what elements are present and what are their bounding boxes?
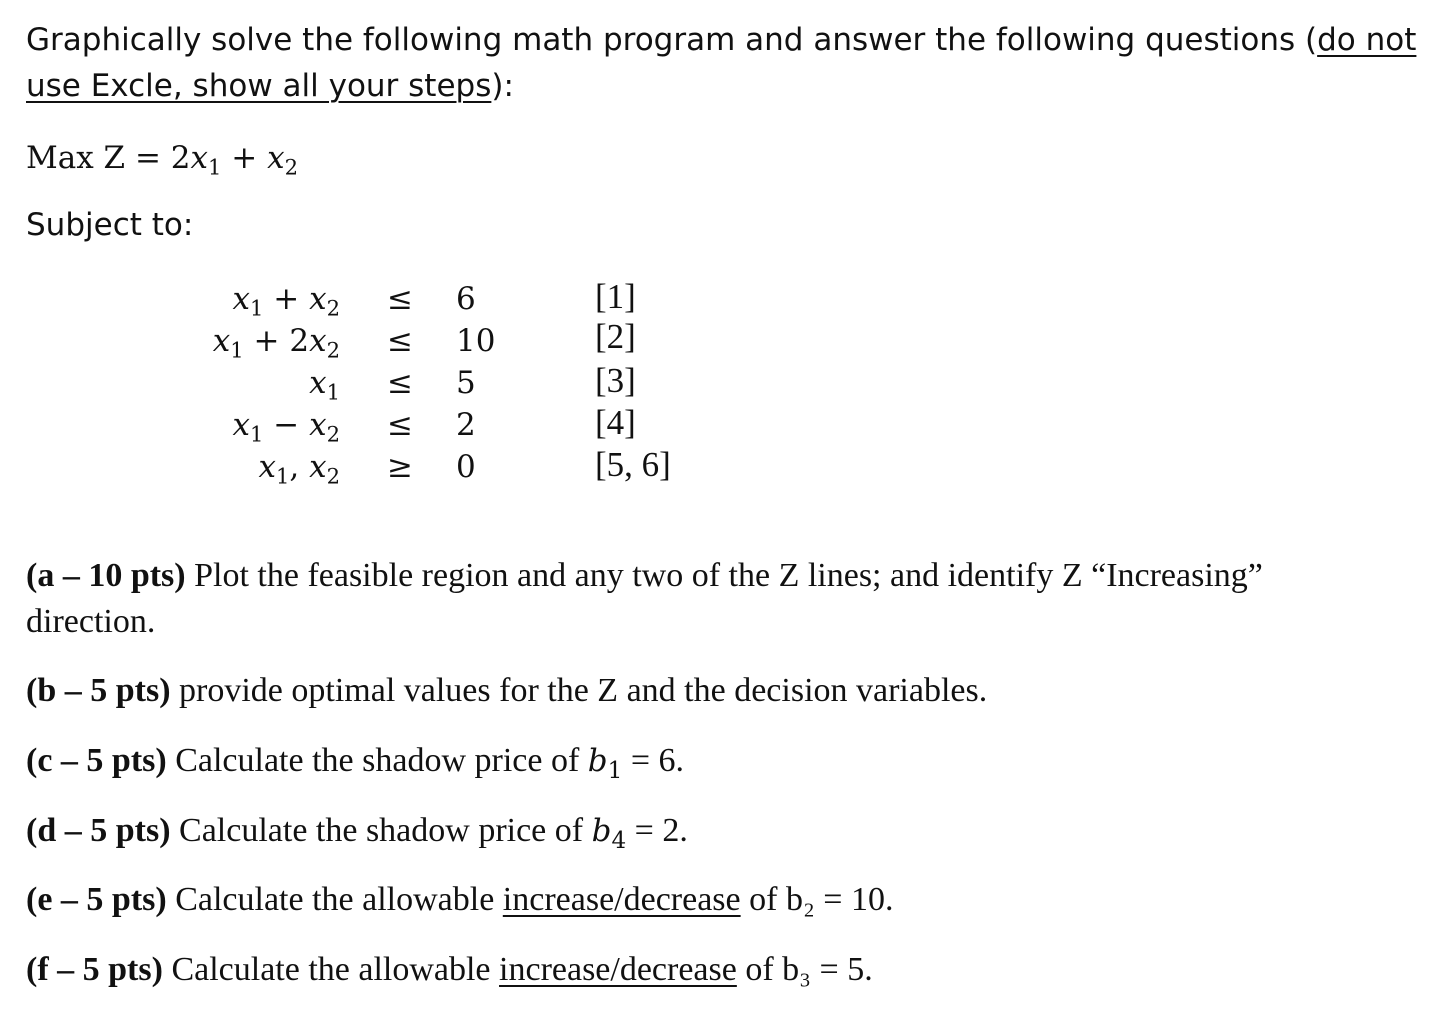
intro-text-b: ): [491, 68, 514, 104]
objective-function [26, 138, 298, 178]
constraint-3-rhs: 5 [456, 365, 476, 401]
constraint-3-lhs: $x_1$ [309, 365, 340, 405]
constraint-5-lhs: $x_1$, $x_2$ [258, 449, 340, 489]
constraint-3-operator: ≤ [387, 365, 413, 401]
question-d-tail: = 2. [626, 812, 688, 849]
constraint-4-rhs: 2 [456, 407, 476, 443]
question-c-sub: 1 [607, 757, 623, 784]
question-b-text: provide optimal values for the Z and the decision variables. [170, 672, 988, 709]
intro-underline-b: use Excle, show all your steps [26, 68, 492, 104]
constraint-5-rhs: 0 [456, 449, 476, 485]
constraint-1-tag: [1] [595, 277, 636, 316]
question-c-var: b [587, 743, 608, 779]
question-d-label: (d – 5 pts) [26, 812, 171, 849]
question-f-label: (f – 5 pts) [26, 951, 163, 988]
constraint-4-tag: [4] [595, 403, 636, 442]
objective-sub2: 2 [284, 154, 299, 180]
intro-line-2 [26, 66, 514, 106]
constraint-2-tag: [2] [595, 317, 636, 356]
constraint-5-operator: ≥ [387, 449, 413, 485]
intro-underline-a: do not [1317, 22, 1417, 58]
question-e-tail: of b₂ = 10. [740, 881, 894, 918]
objective-var2: x [267, 140, 285, 176]
intro-line-1 [26, 20, 1416, 60]
question-c [26, 741, 685, 784]
question-f-text: Calculate the allowable [162, 951, 500, 988]
intro-text-a: Graphically solve the following math program and answer the following questions ( [26, 22, 1318, 58]
constraint-4-operator: ≤ [387, 407, 413, 443]
constraint-4-lhs: $x_1 - x_2$ [232, 407, 340, 447]
question-d [26, 811, 688, 854]
question-b [26, 671, 987, 711]
question-a-continued: direction. [26, 603, 156, 640]
question-f-underline: increase/decrease [499, 951, 737, 988]
constraint-5-tag: [5, 6] [595, 445, 671, 484]
objective-sub1: 1 [208, 154, 222, 180]
constraint-1-rhs: 6 [456, 281, 476, 317]
question-b-label: (b – 5 pts) [26, 672, 171, 709]
constraints-table [0, 275, 700, 495]
objective-plus: + [221, 140, 268, 176]
subject-to-label: Subject to: [26, 207, 194, 243]
objective-prefix: Max Z = 2 [26, 140, 191, 176]
question-f [26, 950, 873, 990]
constraint-1-lhs: $x_1 + x_2$ [232, 281, 340, 321]
question-a-text: Plot the feasible region and any two of the Z lines; and identify Z “Increasing” [185, 557, 1263, 594]
constraint-2-operator: ≤ [387, 323, 413, 359]
question-e-underline: increase/decrease [502, 881, 741, 918]
question-a [26, 556, 1263, 596]
question-a-label: (a – 10 pts) [26, 557, 186, 594]
constraint-3-tag: [3] [595, 361, 636, 400]
question-d-sub: 4 [611, 827, 627, 854]
question-e-label: (e – 5 pts) [26, 881, 167, 918]
question-e [26, 880, 893, 920]
question-c-tail: = 6. [622, 742, 685, 779]
question-c-label: (c – 5 pts) [26, 742, 167, 779]
constraint-2-rhs: 10 [456, 323, 496, 359]
question-e-text: Calculate the allowable [166, 881, 503, 918]
question-d-var: b [591, 813, 612, 849]
question-d-text: Calculate the shadow price of [170, 812, 592, 849]
constraint-1-operator: ≤ [387, 281, 413, 317]
objective-var1: x [190, 140, 208, 176]
question-f-tail: of b₃ = 5. [736, 951, 873, 988]
question-c-text: Calculate the shadow price of [166, 742, 588, 779]
constraint-2-lhs: $x_1 + 2x_2$ [212, 323, 340, 363]
